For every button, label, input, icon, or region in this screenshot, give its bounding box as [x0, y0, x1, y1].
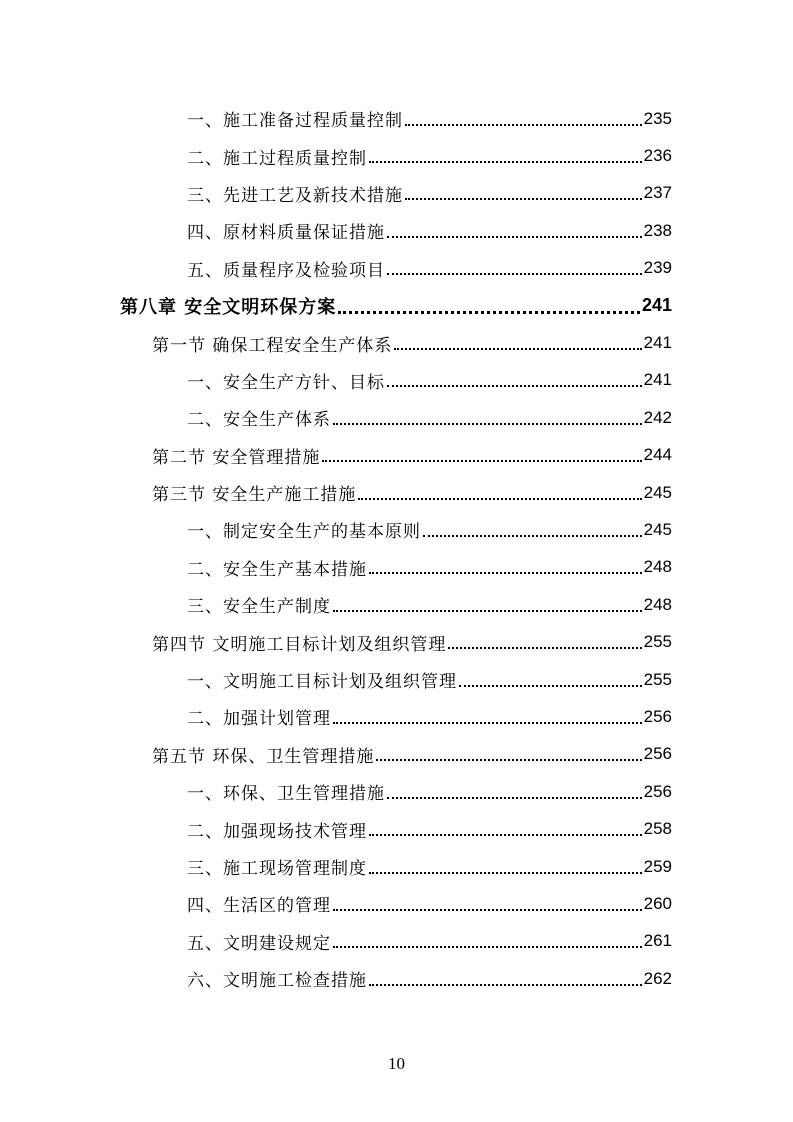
toc-dot-leader [322, 446, 641, 464]
toc-entry[interactable] [0, 885, 793, 922]
toc-entry-page: 256 [643, 744, 672, 764]
toc-entry[interactable] [0, 474, 793, 511]
toc-dot-leader [333, 895, 642, 913]
toc-entry[interactable] [0, 511, 793, 548]
toc-entry-page: 248 [643, 557, 672, 577]
toc-entry[interactable] [0, 100, 793, 137]
toc-dot-leader [376, 745, 641, 763]
toc-dot-leader [448, 633, 641, 651]
toc-entry-title: 一、环保、卫生管理措施 [187, 784, 385, 805]
toc-entry[interactable] [0, 960, 793, 997]
toc-dot-leader [369, 558, 642, 576]
toc-entry-title: 四、生活区的管理 [187, 896, 331, 917]
toc-dot-leader [423, 521, 642, 539]
toc-entry-title: 第五节 环保、卫生管理措施 [152, 746, 375, 767]
toc-entry-page: 238 [643, 220, 672, 240]
toc-dot-leader [394, 334, 641, 352]
toc-entry-title: 五、文明建设规定 [187, 933, 331, 954]
toc-entry-title: 五、质量程序及检验项目 [187, 260, 385, 281]
toc-entry[interactable] [0, 698, 793, 735]
toc-entry[interactable] [0, 399, 793, 436]
toc-entry-title: 二、加强现场技术管理 [187, 821, 367, 842]
toc-entry-page: 259 [643, 856, 672, 876]
toc-entry[interactable] [0, 661, 793, 698]
toc-entry-title: 三、安全生产制度 [187, 597, 331, 618]
toc-dot-leader [369, 970, 642, 988]
toc-entry[interactable] [0, 324, 793, 361]
toc-entry-page: 241 [641, 295, 672, 316]
toc-dot-leader [387, 783, 642, 801]
toc-entry-title: 第三节 安全生产施工措施 [152, 485, 357, 506]
toc-entry-page: 256 [643, 706, 672, 726]
toc-dot-leader [333, 596, 642, 614]
toc-entry[interactable] [0, 623, 793, 660]
toc-dot-leader [333, 409, 642, 427]
toc-entry-title: 一、施工准备过程质量控制 [187, 111, 403, 132]
page-number: 10 [388, 1054, 405, 1073]
toc-entry-page: 236 [643, 146, 672, 166]
toc-dot-leader [338, 297, 640, 315]
toc-entry-title: 第八章 安全文明环保方案 [120, 296, 337, 318]
toc-dot-leader [459, 671, 642, 689]
toc-entry-page: 245 [643, 482, 672, 502]
toc-entry[interactable] [0, 549, 793, 586]
toc-entry-page: 256 [643, 781, 672, 801]
toc-entry[interactable] [0, 923, 793, 960]
toc-entry-title: 第一节 确保工程安全生产体系 [152, 335, 393, 356]
toc-dot-leader [369, 858, 642, 876]
toc-entry-page: 255 [643, 632, 672, 652]
toc-entry-page: 255 [643, 669, 672, 689]
toc-dot-leader [405, 184, 642, 202]
toc-entry-title: 三、先进工艺及新技术措施 [187, 185, 403, 206]
toc-dot-leader [369, 820, 642, 838]
table-of-contents [0, 100, 793, 997]
toc-entry-title: 第二节 安全管理措施 [152, 447, 321, 468]
toc-entry-title: 二、加强计划管理 [187, 709, 331, 730]
toc-entry-title: 一、安全生产方针、目标 [187, 372, 385, 393]
toc-entry-page: 242 [643, 407, 672, 427]
toc-entry-title: 二、安全生产基本措施 [187, 559, 367, 580]
toc-entry-page: 241 [643, 333, 672, 353]
toc-entry-title: 一、文明施工目标计划及组织管理 [187, 672, 457, 693]
toc-dot-leader [405, 110, 642, 128]
toc-entry[interactable] [0, 736, 793, 773]
toc-entry[interactable] [0, 175, 793, 212]
toc-entry-title: 四、原材料质量保证措施 [187, 223, 385, 244]
toc-entry-title: 第四节 文明施工目标计划及组织管理 [152, 634, 447, 655]
toc-entry[interactable] [0, 250, 793, 287]
toc-entry-page: 248 [643, 594, 672, 614]
toc-entry[interactable] [0, 437, 793, 474]
toc-entry[interactable] [0, 810, 793, 847]
toc-dot-leader [387, 371, 642, 389]
toc-entry-page: 260 [643, 893, 672, 913]
toc-entry-page: 258 [643, 819, 672, 839]
toc-entry-page: 262 [643, 968, 672, 988]
toc-entry[interactable] [0, 287, 793, 324]
toc-dot-leader [358, 484, 641, 502]
toc-entry-title: 二、施工过程质量控制 [187, 148, 367, 169]
toc-dot-leader [333, 708, 642, 726]
toc-dot-leader [387, 222, 642, 240]
toc-entry-title: 一、制定安全生产的基本原则 [187, 522, 421, 543]
toc-entry-title: 三、施工现场管理制度 [187, 859, 367, 879]
toc-entry[interactable] [0, 586, 793, 623]
toc-entry-page: 239 [643, 258, 672, 278]
toc-entry-page: 261 [643, 931, 672, 951]
toc-entry-title: 六、文明施工检查措施 [187, 971, 367, 992]
toc-entry[interactable] [0, 137, 793, 174]
toc-dot-leader [369, 147, 642, 165]
toc-dot-leader [333, 932, 642, 950]
toc-entry[interactable] [0, 773, 793, 810]
toc-entry-page: 235 [643, 108, 672, 128]
toc-entry[interactable] [0, 848, 793, 885]
toc-entry[interactable] [0, 362, 793, 399]
toc-entry[interactable] [0, 212, 793, 249]
toc-entry-page: 245 [643, 519, 672, 539]
toc-entry-page: 241 [643, 370, 672, 390]
toc-dot-leader [387, 259, 642, 277]
toc-entry-title: 二、安全生产体系 [187, 410, 331, 431]
toc-entry-page: 237 [643, 183, 672, 203]
toc-entry-page: 244 [643, 445, 672, 465]
